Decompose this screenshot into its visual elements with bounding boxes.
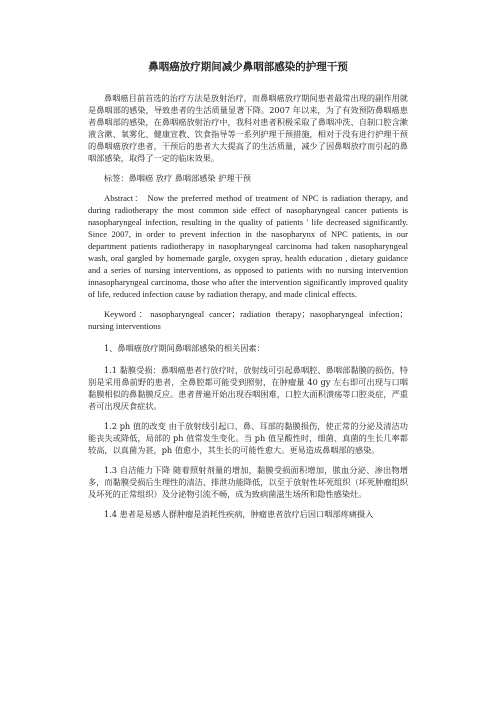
keywords-en — [88, 308, 408, 332]
keywords-cn — [88, 172, 408, 184]
abstract-cn: 鼻咽癌目前首选的治疗方法是放射治疗，而鼻咽癌放疗期间患者最常出现的副作用就是鼻咽部的感染，导致患者的生活质量显著下降。2007 年以来，为了有效预防鼻咽癌患者鼻咽部的感染，在鼻咽癌放射治疗中，我科对患者积极采取了鼻咽冲洗、自制口腔含漱液含漱、氧雾化、健康宣教、饮食指导等一系列护理干预措施，相对于没有进行护理干预的鼻咽癌放疗患者，干预后的患者大大提高了的生活质量，减少了因鼻咽放疗而引起的鼻咽部感染，取得了一定的临床效果。 — [88, 93, 408, 163]
abstract-en-text: Now the preferred method of treatment of NPC is radiation therapy, and during radiotherapy the most common side effect of nasopharyngeal cancer patients is nasopharyngeal infection, resulting in the quality of patients ' life decreased significantly. Since 2007, in order to prevent infection in the nasopharynx of NPC patients, in our department patients radiotherapy in nasopharyngeal carcinoma had taken nasopharyngeal wash, oral gargled by homemade gargle, oxygen spray, health education , dietary guidance and a series of nursing interventions, as opposed to patients with no nursing intervention innasopharyngeal carcinoma, those who after the intervention significantly improved quality of life, reduced infection cause by radiation therapy, and made clinical effects. — [88, 193, 408, 299]
paper-title: 鼻咽癌放疗期间减少鼻咽部感染的护理干预 — [148, 61, 348, 73]
section-paragraph-1-4: 1.4 患者是易感人群肿瘤是消耗性疾病，肿瘤患者放疗后因口咽部疼痛摄入 — [104, 509, 374, 519]
section-paragraph-1-1: 1.1 黏膜受损：鼻咽癌患者行放疗时，放射线可引起鼻咽腔、鼻咽部黏膜的损伤，特别是采用鼻前野的患者，全鼻腔都可能受到照射，在肿瘤量 40 gy 左右即可出现与口咽黏膜相似的鼻黏膜反应。患者普遍开始出现吞咽困难，口腔大面积溃疡等口腔炎症，严重者可出现厌食症状。 — [88, 365, 408, 411]
keywords-cn-label: 标签： — [104, 173, 129, 183]
abstract-en — [88, 192, 408, 300]
document-page — [88, 60, 408, 528]
keywords-en-label: Keyword： — [104, 309, 151, 319]
abstract-en-label: Abstract： — [104, 193, 145, 203]
section-heading: 1、鼻咽癌放疗期间鼻咽部感染的相关因素： — [104, 343, 265, 353]
keywords-cn-text: 鼻咽癌 放疗 鼻咽部感染 护理干预 — [128, 173, 252, 183]
section-paragraph-1-2: 1.2 ph 值的改变 由于放射线引起口、鼻、耳部的黏膜损伤，使正常的分泌及清洁功能丧失或降低，局部的 ph 值常发生变化。当 ph 值呈酸性时，细菌、真菌的生长几率都较高，以真菌为甚，ph 值愈小，其生长的可能性愈大。更易造成鼻咽部的感染。 — [88, 421, 408, 455]
section-paragraph-1-3: 1.3 自洁能力下降 随着照射剂量的增加，黏膜受损面积增加，脓血分泌、渗出物增多，而黏膜受损后生理性的清洁、排泄功能降低，以至于放射性坏死组织（坏死肿瘤组织及坏死的正常组织）及分泌物引流不畅，成为致病菌滋生场所和隐性感染灶。 — [88, 465, 408, 499]
keywords-en-text: nasopharyngeal cancer；radiation therapy；nasopharyngeal infection；nursing interventions — [88, 309, 408, 331]
